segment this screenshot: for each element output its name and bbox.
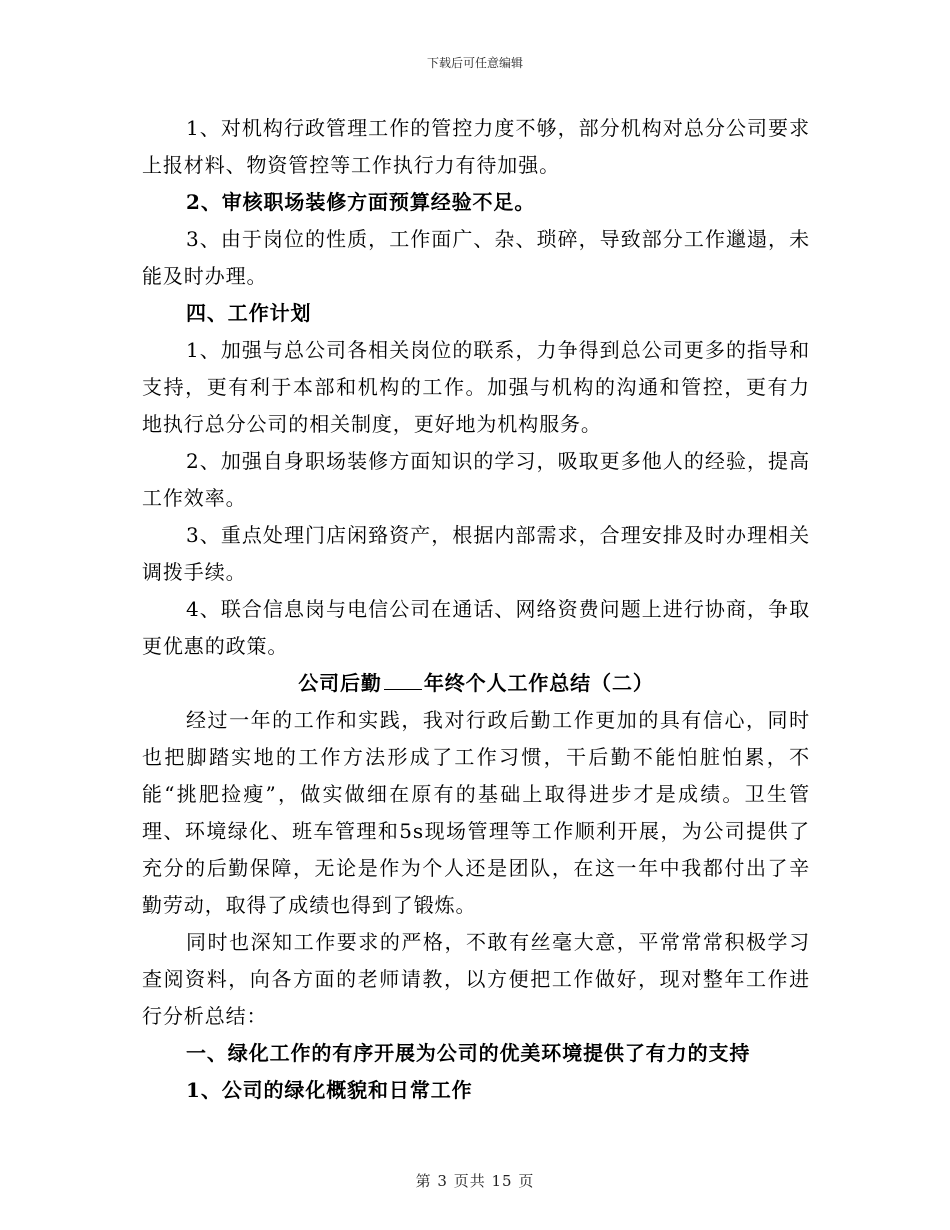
section-heading: 四、工作计划 [186,301,312,325]
section-heading: 一、绿化工作的有序开展为公司的优美环境提供了有力的支持 [186,1041,751,1065]
page-header: 下载后可任意编辑 [426,56,523,70]
paragraph: 经过一年的工作和实践，我对行政后勤工作更加的具有信心，同时也把脚踏实地的工作方法形成了工作习惯，干后勤不能怕脏怕累，不能“挑肥捡瘦”，做实做细在原有的基础上取得进步才是成绩。卫生管理、环境绿化、班车管理和5s现场管理等工作顺利开展，为公司提供了充分的后勤保障，无论是作为个人还是团队，在这一年中我都付出了辛勤劳动，取得了成绩也得到了锻炼。 [142,708,810,917]
title-suffix: 年终个人工作总结（二） [423,671,654,695]
title-blank [384,671,422,690]
paragraph: 1、加强与总公司各相关岗位的联系，力争得到总公司更多的指导和支持，更有利于本部和机构的工作。加强与机构的沟通和管控，更有力地执行总分公司的相关制度，更好地为机构服务。 [142,338,810,436]
paragraph: 3、重点处理门店闲臵资产，根据内部需求，合理安排及时办理相关调拨手续。 [142,523,810,584]
paragraph: 3、由于岗位的性质，工作面广、杂、琐碎，导致部分工作邋遢，未能及时办理。 [142,227,810,288]
paragraph: 同时也深知工作要求的严格，不敢有丝毫大意，平常常常积极学习查阅资料，向各方面的老师请教，以方便把工作做好，现对整年工作进行分析总结： [142,930,810,1028]
paragraph: 2、加强自身职场装修方面知识的学习，吸取更多他人的经验，提高工作效率。 [142,449,810,510]
paragraph: 4、联合信息岗与电信公司在通话、网络资费问题上进行协商，争取更优惠的政策。 [142,597,810,658]
document-title [142,665,810,702]
paragraph: 1、对机构行政管理工作的管控力度不够，部分机构对总分公司要求上报材料、物资管控等工作执行力有待加强。 [142,116,810,177]
paragraph-bold: 2、审核职场装修方面预算经验不足。 [186,190,536,214]
title-prefix: 公司后勤 [298,671,382,695]
page-footer: 第 3 页共 15 页 [415,1172,535,1190]
subsection-heading: 1、公司的绿化概貌和日常工作 [186,1078,473,1102]
document-body [142,110,810,1109]
